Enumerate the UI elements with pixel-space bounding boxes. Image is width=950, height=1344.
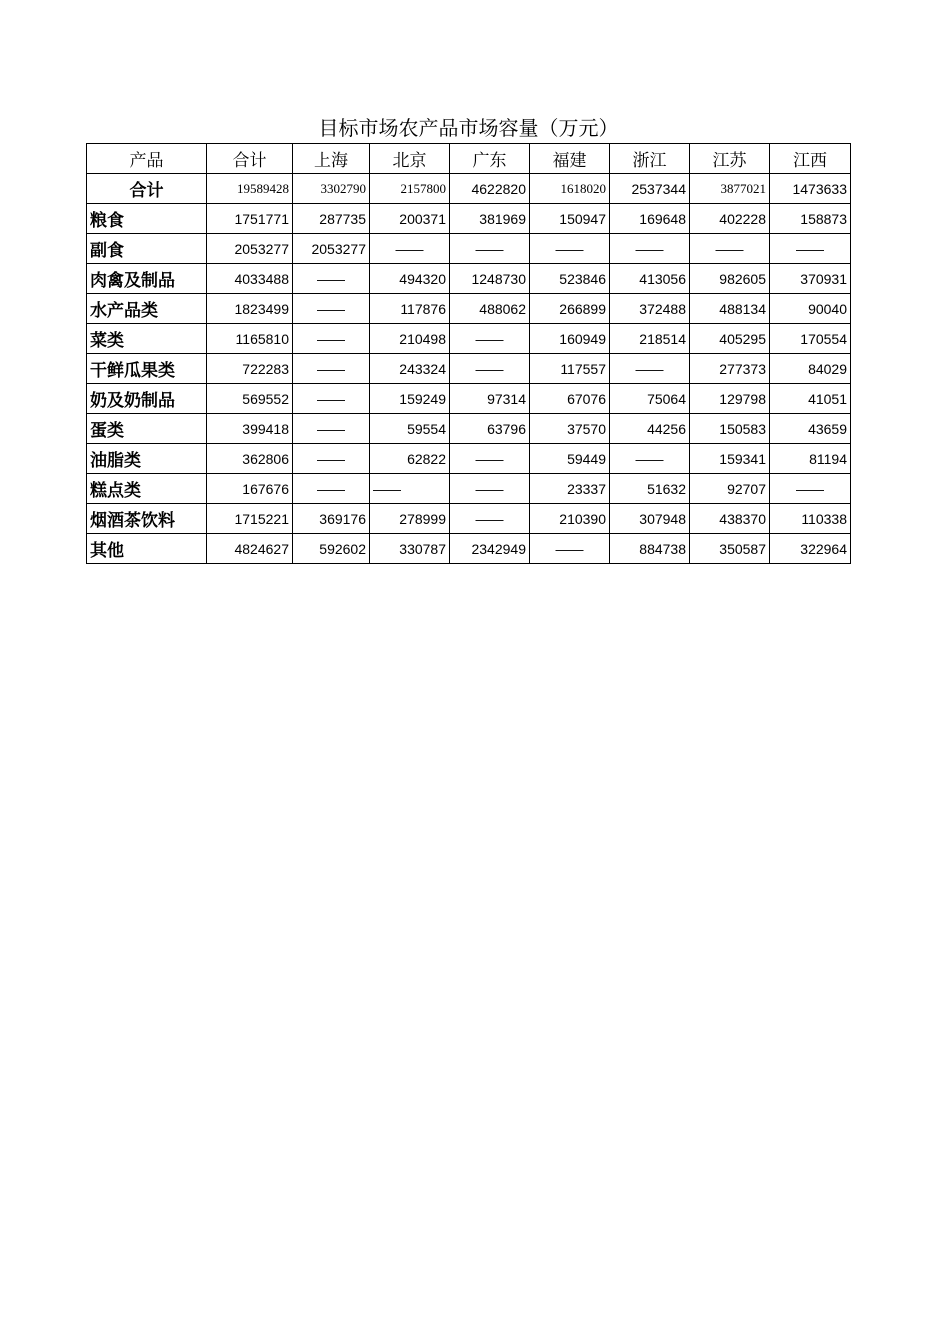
table-row [87, 264, 851, 294]
value-cell: 494320 [370, 264, 450, 294]
value-cell: 287735 [293, 204, 370, 234]
empty-cell: —— [610, 444, 690, 474]
value-cell: 169648 [610, 204, 690, 234]
column-header: 广东 [450, 144, 530, 174]
empty-cell: —— [610, 354, 690, 384]
row-label: 干鲜瓜果类 [87, 354, 207, 384]
value-cell: 150947 [530, 204, 610, 234]
column-header: 产品 [87, 144, 207, 174]
value-cell: 1715221 [207, 504, 293, 534]
empty-cell: —— [450, 234, 530, 264]
table-row [87, 444, 851, 474]
empty-cell: —— [610, 234, 690, 264]
table-row [87, 414, 851, 444]
value-cell: 266899 [530, 294, 610, 324]
value-cell: 129798 [690, 384, 770, 414]
column-header: 江西 [770, 144, 851, 174]
value-cell: 278999 [370, 504, 450, 534]
table-row [87, 354, 851, 384]
empty-cell: —— [530, 534, 610, 564]
value-cell: 523846 [530, 264, 610, 294]
value-cell: 722283 [207, 354, 293, 384]
value-cell: 4622820 [450, 174, 530, 204]
value-cell: 200371 [370, 204, 450, 234]
value-cell: 59554 [370, 414, 450, 444]
value-cell: 90040 [770, 294, 851, 324]
value-cell: 150583 [690, 414, 770, 444]
empty-cell: —— [450, 504, 530, 534]
value-cell: 110338 [770, 504, 851, 534]
value-cell: 159249 [370, 384, 450, 414]
column-header: 北京 [370, 144, 450, 174]
empty-cell: —— [293, 294, 370, 324]
value-cell: 1248730 [450, 264, 530, 294]
column-header: 江苏 [690, 144, 770, 174]
value-cell: 23337 [530, 474, 610, 504]
empty-cell: —— [770, 234, 851, 264]
table-row [87, 204, 851, 234]
value-cell: 1618020 [530, 174, 610, 204]
value-cell: 59449 [530, 444, 610, 474]
table-row [87, 384, 851, 414]
empty-cell: —— [293, 414, 370, 444]
value-cell: 19589428 [207, 174, 293, 204]
row-label: 副食 [87, 234, 207, 264]
value-cell: 75064 [610, 384, 690, 414]
value-cell: 81194 [770, 444, 851, 474]
value-cell: 488134 [690, 294, 770, 324]
empty-cell: —— [293, 354, 370, 384]
row-label: 糕点类 [87, 474, 207, 504]
table-title: 目标市场农产品市场容量（万元） [318, 116, 619, 140]
market-capacity-table [86, 143, 851, 564]
value-cell: 884738 [610, 534, 690, 564]
value-cell: 210498 [370, 324, 450, 354]
empty-cell: —— [370, 474, 450, 504]
value-cell: 92707 [690, 474, 770, 504]
row-label: 奶及奶制品 [87, 384, 207, 414]
row-label: 水产品类 [87, 294, 207, 324]
value-cell: 405295 [690, 324, 770, 354]
header-row [87, 144, 851, 174]
value-cell: 1165810 [207, 324, 293, 354]
table-row [87, 294, 851, 324]
empty-cell: —— [450, 324, 530, 354]
column-header: 合计 [207, 144, 293, 174]
value-cell: 97314 [450, 384, 530, 414]
empty-cell: —— [293, 384, 370, 414]
column-header: 福建 [530, 144, 610, 174]
value-cell: 167676 [207, 474, 293, 504]
value-cell: 67076 [530, 384, 610, 414]
value-cell: 1473633 [770, 174, 851, 204]
value-cell: 43659 [770, 414, 851, 444]
value-cell: 159341 [690, 444, 770, 474]
value-cell: 218514 [610, 324, 690, 354]
value-cell: 277373 [690, 354, 770, 384]
empty-cell: —— [293, 324, 370, 354]
value-cell: 2053277 [207, 234, 293, 264]
table-row [87, 234, 851, 264]
empty-cell: —— [770, 474, 851, 504]
value-cell: 62822 [370, 444, 450, 474]
value-cell: 307948 [610, 504, 690, 534]
empty-cell: —— [293, 444, 370, 474]
value-cell: 322964 [770, 534, 851, 564]
value-cell: 170554 [770, 324, 851, 354]
value-cell: 2537344 [610, 174, 690, 204]
value-cell: 3302790 [293, 174, 370, 204]
value-cell: 438370 [690, 504, 770, 534]
value-cell: 158873 [770, 204, 851, 234]
value-cell: 63796 [450, 414, 530, 444]
row-label: 合计 [87, 174, 207, 204]
value-cell: 51632 [610, 474, 690, 504]
value-cell: 592602 [293, 534, 370, 564]
value-cell: 2157800 [370, 174, 450, 204]
table-row [87, 504, 851, 534]
value-cell: 370931 [770, 264, 851, 294]
value-cell: 413056 [610, 264, 690, 294]
value-cell: 37570 [530, 414, 610, 444]
value-cell: 210390 [530, 504, 610, 534]
row-label: 粮食 [87, 204, 207, 234]
value-cell: 569552 [207, 384, 293, 414]
value-cell: 982605 [690, 264, 770, 294]
value-cell: 4824627 [207, 534, 293, 564]
value-cell: 84029 [770, 354, 851, 384]
value-cell: 117557 [530, 354, 610, 384]
row-label: 肉禽及制品 [87, 264, 207, 294]
value-cell: 399418 [207, 414, 293, 444]
empty-cell: —— [450, 444, 530, 474]
value-cell: 381969 [450, 204, 530, 234]
value-cell: 402228 [690, 204, 770, 234]
empty-cell: —— [293, 474, 370, 504]
value-cell: 330787 [370, 534, 450, 564]
empty-cell: —— [450, 354, 530, 384]
value-cell: 2342949 [450, 534, 530, 564]
value-cell: 369176 [293, 504, 370, 534]
empty-cell: —— [690, 234, 770, 264]
table-body [87, 174, 851, 564]
value-cell: 362806 [207, 444, 293, 474]
empty-cell: —— [450, 474, 530, 504]
value-cell: 3877021 [690, 174, 770, 204]
value-cell: 1751771 [207, 204, 293, 234]
row-label: 其他 [87, 534, 207, 564]
table-row [87, 324, 851, 354]
column-header: 上海 [293, 144, 370, 174]
value-cell: 488062 [450, 294, 530, 324]
value-cell: 2053277 [293, 234, 370, 264]
value-cell: 4033488 [207, 264, 293, 294]
empty-cell: —— [370, 234, 450, 264]
value-cell: 1823499 [207, 294, 293, 324]
row-label: 菜类 [87, 324, 207, 354]
column-header: 浙江 [610, 144, 690, 174]
empty-cell: —— [530, 234, 610, 264]
row-label: 烟酒茶饮料 [87, 504, 207, 534]
row-label: 蛋类 [87, 414, 207, 444]
value-cell: 350587 [690, 534, 770, 564]
table-row [87, 534, 851, 564]
value-cell: 243324 [370, 354, 450, 384]
value-cell: 372488 [610, 294, 690, 324]
value-cell: 117876 [370, 294, 450, 324]
total-row [87, 174, 851, 204]
value-cell: 44256 [610, 414, 690, 444]
value-cell: 41051 [770, 384, 851, 414]
table-row [87, 474, 851, 504]
empty-cell: —— [293, 264, 370, 294]
value-cell: 160949 [530, 324, 610, 354]
row-label: 油脂类 [87, 444, 207, 474]
